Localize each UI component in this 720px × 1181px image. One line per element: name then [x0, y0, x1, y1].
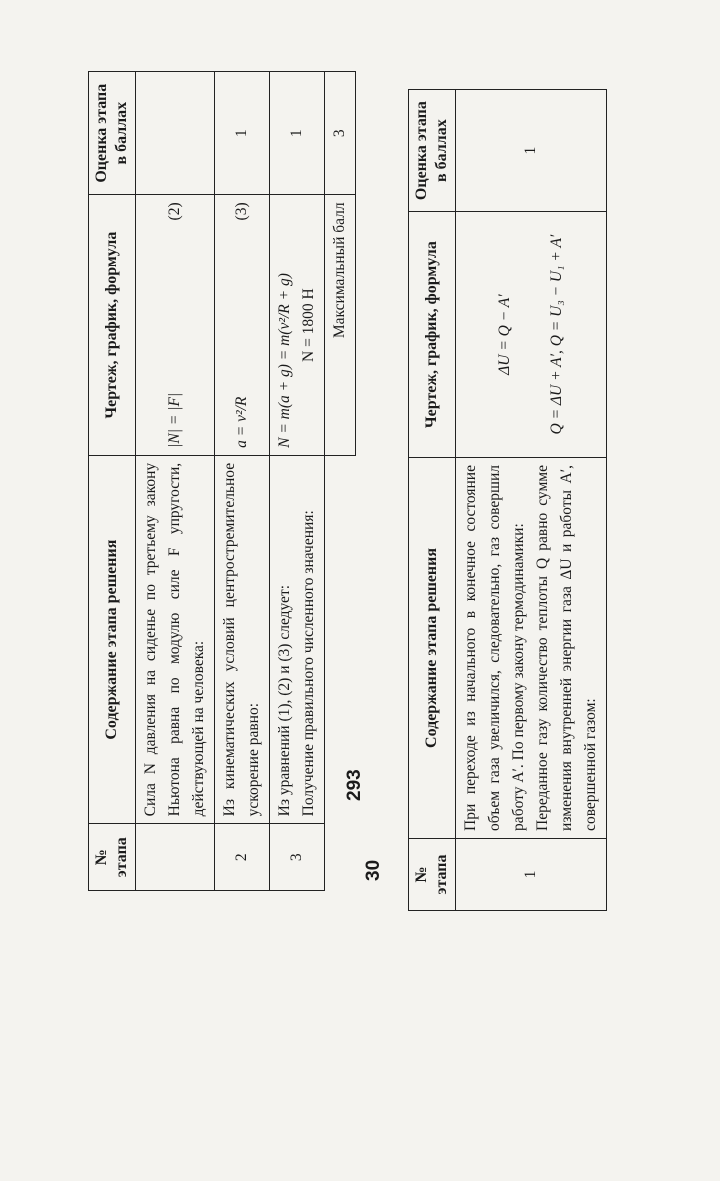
table-row	[270, 72, 325, 891]
row-score	[136, 72, 215, 195]
content-paragraph: Переданное газу количество теплоты Q равно сумме изменения внутренней энергии газа ΔU и работы A′, совершенной газом:	[534, 465, 600, 831]
row-score: 1	[215, 72, 270, 195]
header-score: Оценка этапа в баллах	[89, 72, 136, 195]
equation-number: (2)	[166, 202, 184, 221]
equation-number: (3)	[233, 202, 251, 221]
row-formula	[215, 195, 270, 456]
row-formula	[270, 195, 325, 456]
formula-text: ΔU = Q − A′	[496, 294, 514, 375]
row-num: 1	[456, 838, 607, 910]
header-formula: Чертеж, график, формула	[89, 195, 136, 456]
row-score: 1	[270, 72, 325, 195]
header-num: № этапа	[409, 838, 456, 910]
content-line: Получение правильного численного значения:	[300, 510, 318, 817]
max-score-value: 3	[325, 72, 356, 195]
header-content: Содержание этапа решения	[409, 458, 456, 839]
header-formula: Чертеж, график, формула	[409, 212, 456, 458]
table-row	[136, 72, 215, 891]
formula-text: Q = ΔU + A′, Q = U₃ − U₁ + A′	[548, 234, 566, 435]
row-num: 3	[270, 824, 325, 891]
header-num: № этапа	[89, 824, 136, 891]
row-content: Из кинематических условий центростремительное ускорение равно:	[215, 455, 270, 824]
formula-text: N = 1800 Н	[300, 288, 318, 362]
table-row	[456, 90, 607, 911]
row-score: 1	[456, 90, 607, 212]
row-formula	[456, 212, 607, 458]
formula-text: a = v²/R	[233, 396, 251, 448]
problem-number: 30	[363, 859, 384, 881]
grading-table-1	[88, 71, 356, 891]
table-header-row	[89, 72, 136, 891]
formula-text: N = m(a + g) = m(v²/R + g)	[276, 273, 294, 448]
content-line: Из уравнений (1), (2) и (3) следует:	[276, 584, 294, 817]
row-formula	[136, 195, 215, 456]
header-content: Содержание этапа решения	[89, 455, 136, 824]
row-content: Сила N давления на сиденье по третьему закону Ньютона равна по модулю силе F упругости, действующей на человека:	[136, 455, 215, 824]
row-content	[270, 455, 325, 824]
row-content	[456, 458, 607, 839]
table-header-row	[409, 90, 456, 911]
max-score-row	[325, 72, 356, 891]
max-score-label: Максимальный балл	[325, 195, 356, 456]
row-num	[136, 824, 215, 891]
grading-table-2	[408, 89, 607, 911]
page-number: 293	[344, 769, 365, 801]
header-score: Оценка этапа в баллах	[409, 90, 456, 212]
row-num: 2	[215, 824, 270, 891]
formula-text: |N| = |F|	[166, 392, 184, 448]
content-paragraph: При переходе из начального в конечное состояние объем газа увеличился, следовательно, газ совершил работу A′. По первому закону термодинамики:	[462, 465, 528, 831]
table-row	[215, 72, 270, 891]
